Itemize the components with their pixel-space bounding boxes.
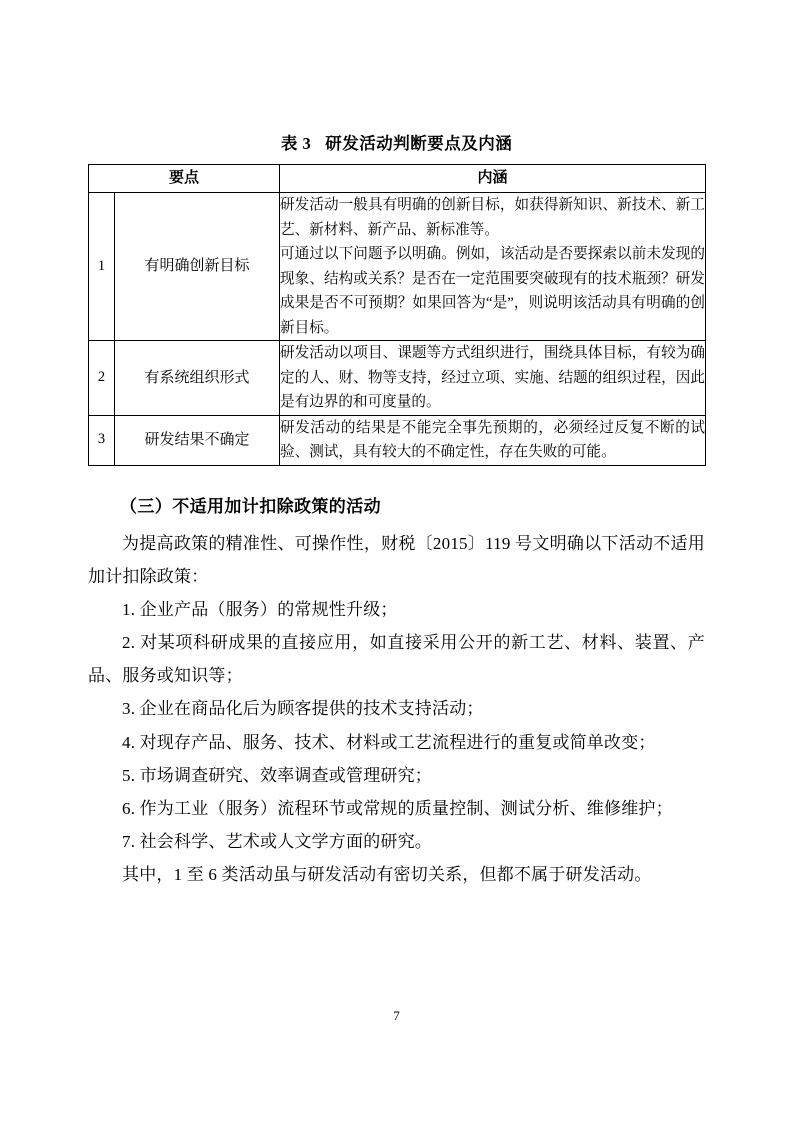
table-row [89, 341, 706, 416]
table-row [89, 193, 706, 341]
body-paragraph: 其中，1 至 6 类活动虽与研发活动有密切关系，但都不属于研发活动。 [122, 865, 652, 885]
body-paragraph: 4. 对现存产品、服务、技术、材料或工艺流程进行的重复或简单改变； [122, 732, 656, 752]
table-caption-text: 研发活动判断要点及内涵 [325, 134, 513, 153]
table-caption-label: 表 3 [280, 134, 312, 153]
page-content [88, 130, 705, 891]
table-cell-key: 有明确创新目标 [115, 193, 280, 341]
table-cell-body-paragraph: 可通过以下问题予以明确。例如，该活动是否要探索以前未发现的现象、结构或关系？是否在一定范围要突破现有的技术瓶颈？研发成果是否不可预期？如果回答为“是”，则说明该活动具有明确的创新目标。 [280, 246, 706, 336]
body-paragraph: 3. 企业在商品化后为顾客提供的技术支持活动； [122, 699, 484, 719]
table-cell-number: 2 [89, 341, 115, 416]
table-header-key: 要点 [89, 165, 280, 193]
section-heading: （三）不适用加计扣除政策的活动 [120, 496, 381, 516]
table-cell-number: 3 [89, 415, 115, 465]
table-research-activity-criteria [88, 164, 706, 466]
body-paragraph: 为提高政策的精准性、可操作性，财税〔2015〕119 号文明确以下活动不适用加计扣除政策： [88, 533, 705, 586]
table-cell-body [280, 341, 706, 416]
table-cell-body [280, 193, 706, 341]
table-cell-key: 研发结果不确定 [115, 415, 280, 465]
body-paragraph: 2. 对某项科研成果的直接应用，如直接采用公开的新工艺、材料、装置、产品、服务或知识等； [88, 633, 705, 686]
body-paragraph: 1. 企业产品（服务）的常规性升级； [122, 599, 398, 619]
table-cell-key: 有系统组织形式 [115, 341, 280, 416]
table-header-row [89, 165, 706, 193]
table-cell-body-paragraph: 研发活动的结果是不能完全事先预期的，必须经过反复不断的试验、测试，具有较大的不确定性，存在失败的可能。 [280, 419, 706, 461]
body-paragraph: 7. 社会科学、艺术或人文学方面的研究。 [122, 831, 432, 851]
table-cell-body-paragraph: 研发活动一般具有明确的创新目标，如获得新知识、新技术、新工艺、新材料、新产品、新标准等。 [280, 197, 706, 238]
body-paragraph: 5. 市场调查研究、效率调查或管理研究； [122, 765, 432, 785]
table-cell-number: 1 [89, 193, 115, 341]
page-number: 7 [393, 1008, 400, 1023]
table-caption [88, 130, 705, 154]
table-cell-body-paragraph: 研发活动以项目、课题等方式组织进行，围绕具体目标，有较为确定的人、财、物等支持，经过立项、实施、结题的组织过程，因此是有边界的和可度量的。 [280, 345, 706, 411]
table-row [89, 415, 706, 465]
table-header-body: 内涵 [280, 165, 706, 193]
body-paragraph: 6. 作为工业（服务）流程环节或常规的质量控制、测试分析、维修维护； [122, 798, 673, 818]
table-cell-body [280, 415, 706, 465]
